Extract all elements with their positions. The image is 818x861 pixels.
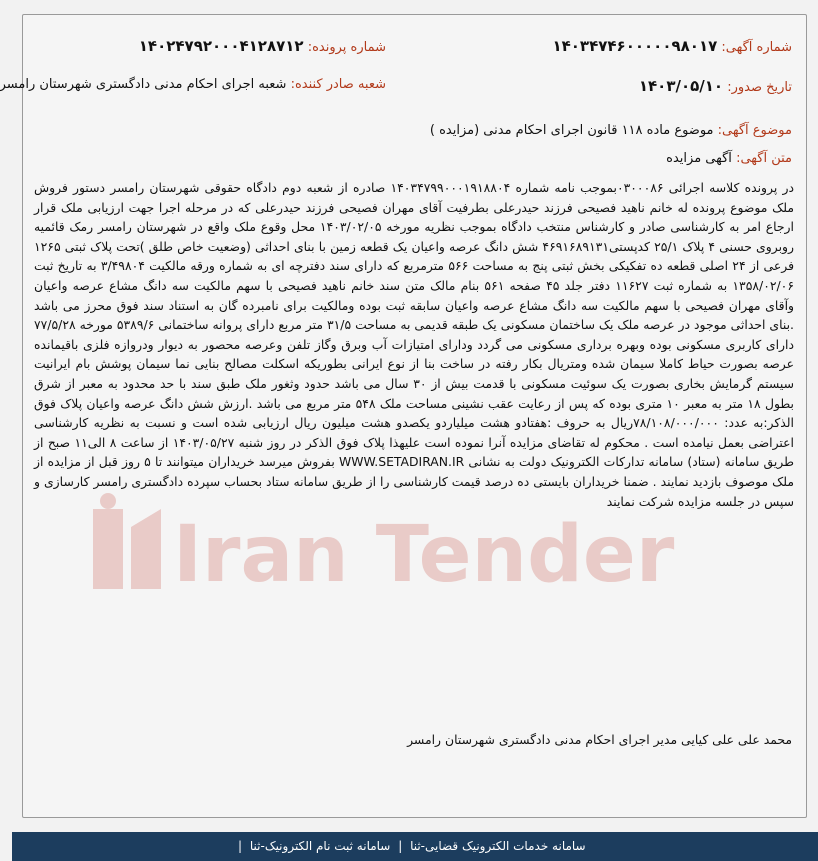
- signature: محمد علی علی کیایی مدیر اجرای احکام مدنی دادگستری شهرستان رامسر: [407, 732, 792, 747]
- watermark-bar-shape: [131, 509, 161, 589]
- notice-body: در پرونده کلاسه اجرائی ۰۳۰۰۰۸۶بموجب نامه شماره ۱۴۰۳۴۷۹۹۰۰۰۱۹۱۸۸۰۴ صادره از شعبه دوم دادگاه حقوقی شهرستان رامسر دستور فروش ملک موضوع پرونده له خانم ناهید فصیحی فرزند حیدرعلی بطرفیت آقای مهران فصیحی فرزند حیدرعلی که در مرحله اجرا جهت ارزیابی ملک قرار ارجاع امر به کارشناسی صادر و کارشناس منتخب دادگاه بموجب نظریه مورخه ۱۴۰۳/۰۲/۰۵ محل وقوع ملک واقع در شهرستان رامسر رمک قائمیه روبروی حسنی ۴ پلاک ۲۵/۱ کدپستی۴۶۹۱۶۸۹۱۳۱ شش دانگ عرصه واعیان یک قطعه زمین با بنای احداثی (وضعیت خاص طلق )تحت پلاک ثبتی ۱۲۶۵ فرعی از ۲۴ اصلی قطعه ده تفکیکی بخش ثبتی پنج به مساحت ۵۶۶ مترمربع که دارای سند دفترچه ای به شماره ورقه مالکیت ۳/۴۹۸۰۴ به تاریخ ثبت ۱۳۵۸/۰۲/۰۶ به شماره ثبت ۱۱۶۲۷ دفتر جلد ۴۵ صفحه ۵۶۱ بنام مالک متن سند خانم ناهید فصیحی با سهم مالکیت سه دانگ مشاع عرصه واعیان وآقای مهران فصیحی با سهم مالکیت سه دانگ مشاع عرصه واعیان سابقه ثبت بوده ومالکیت برای نامبرده گان به استناد سند فوق محرز می باشد .بنای احداثی موجود در عرصه ملک یک ساختمان مسکونی یک طبقه قدیمی به مساحت ۳۱/۵ متر مربع دارای پروانه ساختمانی ۵۳۸۹/۶ مورخه ۷۷/۵/۲۸ دارای کاربری مسکونی بوده وبهره برداری مسکونی می گردد ودارای امتیازات آب وبرق وگاز تلفن وعرصه محصور به دیوار ودروازه فلزی باقیمانده عرصه بصورت حیاط کاملا سیمان شده ومتریال بکار رفته در ساخت بنا از نوع ایرانی بطوریکه اسکلت مصالح بنایی نما سیمان پوشش بام ایرانیت سیستم گرمایش بخاری بصورت یک سوئیت مسکونی با قدمت بیش از ۳۰ سال می باشد حدود وثغور ملک طبق سند با حد محدود به معبر از شرق بطول ۱۸ متر به معبر ۱۰ متری بوده که پس از رعایت عقب نشینی مساحت ملک ۵۴۸ متر مربع می باشد .ارزش شش دانگ عرصه واعیان پلاک فوق الذکر:به عدد: ۷۸/۱۰۸/۰۰۰/۰۰۰ریال به حروف :هفتادو هشت میلیاردو یکصدو هشت میلیون ریال ارزیابی شده است و نسبت به نظریه کارشناسی اعتراضی بعمل نیامده است . محکوم له تقاضای مزایده آنرا نموده است علیهذا پلاک فوق الذکر در روز شنبه ۱۴۰۳/۰۵/۲۷ از ساعت ۸ الی۱۱ صبح از طریق سامانه (ستاد) سامانه تدارکات الکترونیک دولت به نشانی WWW.SETADIRAN.IR بفروش میرسد خریداران میتوانند تا ۵ روز قبل از مزایده از ملک موصوف بازدید نمایند . ضمنا خریداران بایستی ده درصد قیمت کارشناسی را از طریق سامانه ستاد بحساب سپرده دادگستری رامسر کارسازی و سپس در جلسه مزایده شرکت نمایند: [34, 180, 795, 509]
- issuing-branch-row: [0, 77, 386, 92]
- issue-date-row: [639, 77, 792, 95]
- issue-date: ۱۴۰۳/۰۵/۱۰: [638, 77, 724, 95]
- footer-link-sana-registration[interactable]: سامانه ثبت نام الکترونیک-ثنا: [249, 839, 391, 853]
- footer-bar: [12, 832, 818, 861]
- subject-row: [430, 123, 792, 138]
- issuing-branch: شعبه اجرای احکام مدنی دادگستری شهرستان رامسر: [0, 77, 287, 92]
- case-number-row: [139, 37, 386, 55]
- footer-links: [234, 839, 586, 853]
- watermark-bar-shape: [93, 509, 123, 589]
- watermark-text: Iran Tender: [173, 510, 675, 600]
- notice-number: ۱۴۰۳۴۷۴۶۰۰۰۰۰۹۸۰۱۷: [552, 37, 718, 55]
- footer-link-sana-services[interactable]: سامانه خدمات الکترونیک قضایی-ثنا: [410, 839, 586, 853]
- case-number-label: شماره پرونده:: [307, 40, 386, 55]
- text-label: متن آگهی:: [736, 151, 792, 166]
- notice-card: [0, 14, 807, 818]
- footer-separator: |: [238, 839, 243, 853]
- subject: موضوع ماده ۱۱۸ قانون اجرای احکام مدنی (مزایده ): [429, 123, 714, 138]
- issue-date-label: تاریخ صدور:: [727, 80, 792, 95]
- notice-number-row: [552, 37, 792, 55]
- case-number: ۱۴۰۲۴۷۹۲۰۰۰۴۱۲۸۷۱۲: [138, 37, 304, 55]
- notice-number-label: شماره آگهی:: [721, 40, 792, 55]
- text-title-row: [666, 151, 792, 166]
- subject-label: موضوع آگهی:: [717, 123, 792, 138]
- footer-separator: |: [398, 839, 403, 853]
- text-title: آگهی مزایده: [666, 151, 732, 166]
- issuing-branch-label: شعبه صادر کننده:: [290, 77, 386, 92]
